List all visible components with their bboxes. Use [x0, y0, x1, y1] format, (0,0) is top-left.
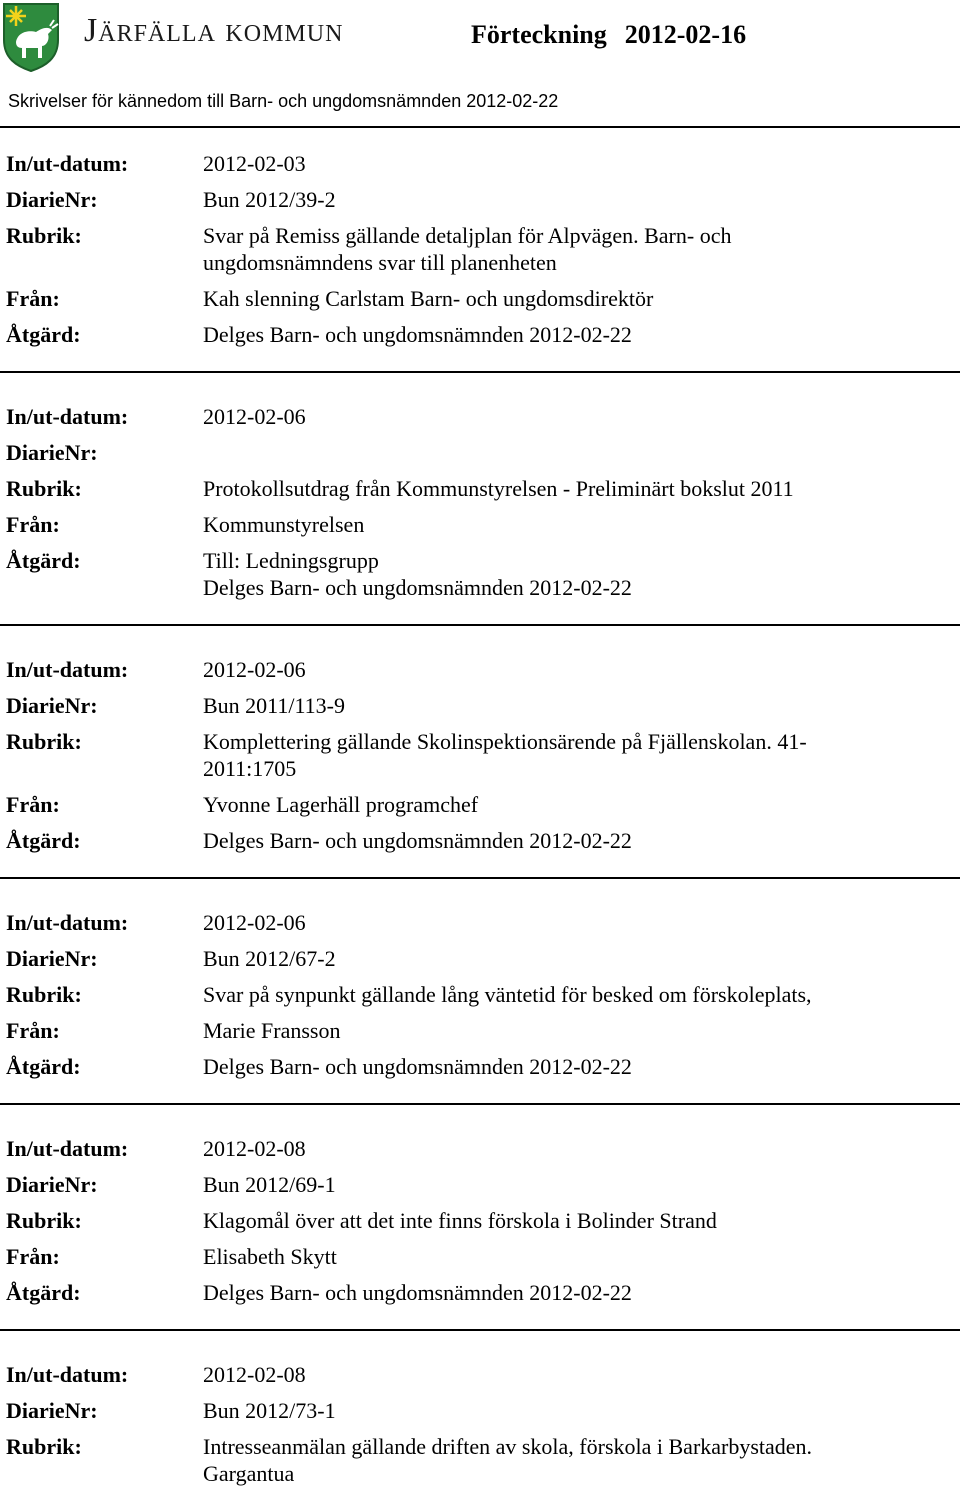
date-value: 2012-02-06 — [203, 404, 306, 429]
diarie-label: DiarieNr: — [6, 693, 98, 718]
rubrik-label: Rubrik: — [6, 1434, 82, 1459]
divider — [0, 126, 960, 128]
atgard-label: Åtgärd: — [6, 548, 81, 573]
rubrik-value — [203, 1207, 960, 1234]
rubrik-line: Gargantua — [203, 1461, 295, 1486]
diarie-label: DiarieNr: — [6, 1172, 98, 1197]
atgard-line: Delges Barn- och ungdomsnämnden 2012-02-22 — [203, 322, 632, 347]
rubrik-label: Rubrik: — [6, 729, 82, 754]
atgard-label: Åtgärd: — [6, 1280, 81, 1305]
diarie-row — [0, 1397, 960, 1424]
atgard-row — [0, 321, 960, 348]
rubrik-line: Svar på synpunkt gällande lång väntetid för besked om förskoleplats, — [203, 982, 812, 1007]
diarie-row — [0, 692, 960, 719]
atgard-label: Åtgärd: — [6, 1054, 81, 1079]
fran-value: Marie Fransson — [203, 1018, 341, 1043]
fran-row — [0, 791, 960, 818]
rubrik-value — [203, 475, 960, 502]
diarie-value: Bun 2012/69-1 — [203, 1172, 336, 1197]
atgard-value — [203, 827, 960, 854]
date-row — [0, 1135, 960, 1162]
jarfalla-coat-of-arms-icon — [2, 2, 60, 72]
rubrik-label: Rubrik: — [6, 476, 82, 501]
fran-value: Kommunstyrelsen — [203, 512, 365, 537]
rubrik-line: Klagomål över att det inte finns förskola i Bolinder Strand — [203, 1208, 717, 1233]
date-label: In/ut-datum: — [6, 910, 129, 935]
atgard-line: Delges Barn- och ungdomsnämnden 2012-02-22 — [203, 828, 632, 853]
diarie-row — [0, 1171, 960, 1198]
atgard-label: Åtgärd: — [6, 322, 81, 347]
document-date: 2012-02-16 — [624, 20, 747, 49]
list-item — [0, 1135, 960, 1331]
rubrik-line: 2011:1705 — [203, 756, 297, 781]
atgard-line: Delges Barn- och ungdomsnämnden 2012-02-22 — [203, 1280, 632, 1305]
date-row — [0, 150, 960, 177]
document-title — [471, 20, 746, 50]
rubrik-row — [0, 475, 960, 502]
diarie-value: Bun 2012/39-2 — [203, 187, 336, 212]
diarie-row — [0, 945, 960, 972]
atgard-row — [0, 547, 960, 601]
atgard-value — [203, 1053, 960, 1080]
rubrik-label: Rubrik: — [6, 1208, 82, 1233]
fran-row — [0, 511, 960, 538]
date-label: In/ut-datum: — [6, 404, 129, 429]
rubrik-line: ungdomsnämndens svar till planenheten — [203, 250, 557, 275]
date-label: In/ut-datum: — [6, 151, 129, 176]
rubrik-line: Komplettering gällande Skolinspektionsärende på Fjällenskolan. 41- — [203, 729, 807, 754]
entry-list — [0, 150, 960, 1510]
fran-label: Från: — [6, 1018, 60, 1043]
rubrik-value — [203, 728, 960, 782]
date-row — [0, 1361, 960, 1388]
diarie-row — [0, 439, 960, 466]
date-label: In/ut-datum: — [6, 657, 129, 682]
rubrik-row — [0, 1433, 960, 1487]
rubrik-row — [0, 222, 960, 276]
fran-label: Från: — [6, 792, 60, 817]
atgard-line: Delges Barn- och ungdomsnämnden 2012-02-22 — [203, 575, 632, 600]
date-label: In/ut-datum: — [6, 1136, 129, 1161]
date-row — [0, 403, 960, 430]
diarie-value — [203, 439, 960, 466]
page-header — [0, 0, 960, 80]
rubrik-row — [0, 981, 960, 1008]
org-name: Järfälla kommun — [84, 12, 344, 49]
document-type: Förteckning — [471, 20, 607, 49]
date-label: In/ut-datum: — [6, 1362, 129, 1387]
rubrik-line: Protokollsutdrag från Kommunstyrelsen - Preliminärt bokslut 2011 — [203, 476, 794, 501]
fran-label: Från: — [6, 512, 60, 537]
rubrik-label: Rubrik: — [6, 223, 82, 248]
atgard-value — [203, 321, 960, 348]
diarie-label: DiarieNr: — [6, 946, 98, 971]
rubrik-value — [203, 222, 960, 276]
date-row — [0, 656, 960, 683]
rubrik-line: Intresseanmälan gällande driften av skola, förskola i Barkarbystaden. — [203, 1434, 813, 1459]
list-item — [0, 1361, 960, 1510]
diarie-row — [0, 186, 960, 213]
date-value: 2012-02-03 — [203, 151, 306, 176]
list-item — [0, 150, 960, 373]
fran-value: Yvonne Lagerhäll programchef — [203, 792, 479, 817]
date-value: 2012-02-08 — [203, 1136, 306, 1161]
atgard-row — [0, 827, 960, 854]
rubrik-row — [0, 728, 960, 782]
rubrik-value — [203, 981, 960, 1008]
list-item — [0, 403, 960, 626]
diarie-label: DiarieNr: — [6, 187, 98, 212]
atgard-label: Åtgärd: — [6, 828, 81, 853]
date-value: 2012-02-06 — [203, 910, 306, 935]
atgard-row — [0, 1053, 960, 1080]
fran-row — [0, 285, 960, 312]
atgard-line: Delges Barn- och ungdomsnämnden 2012-02-22 — [203, 1054, 632, 1079]
fran-row — [0, 1017, 960, 1044]
fran-label: Från: — [6, 1244, 60, 1269]
rubrik-value — [203, 1433, 960, 1487]
fran-row — [0, 1243, 960, 1270]
rubrik-line: Svar på Remiss gällande detaljplan för Alpvägen. Barn- och — [203, 223, 732, 248]
diarie-value: Bun 2012/67-2 — [203, 946, 336, 971]
date-value: 2012-02-06 — [203, 657, 306, 682]
list-item — [0, 909, 960, 1105]
page-subtitle: Skrivelser för kännedom till Barn- och ungdomsnämnden 2012-02-22 — [8, 91, 559, 111]
date-value: 2012-02-08 — [203, 1362, 306, 1387]
rubrik-row — [0, 1207, 960, 1234]
diarie-label: DiarieNr: — [6, 1398, 98, 1423]
rubrik-label: Rubrik: — [6, 982, 82, 1007]
diarie-value: Bun 2012/73-1 — [203, 1398, 336, 1423]
list-item — [0, 656, 960, 879]
atgard-line: Till: Ledningsgrupp — [203, 548, 379, 573]
atgard-value — [203, 1279, 960, 1306]
atgard-row — [0, 1279, 960, 1306]
atgard-value — [203, 547, 960, 601]
diarie-label: DiarieNr: — [6, 440, 98, 465]
fran-value: Kah slenning Carlstam Barn- och ungdomsdirektör — [203, 286, 654, 311]
fran-label: Från: — [6, 286, 60, 311]
fran-value: Elisabeth Skytt — [203, 1244, 337, 1269]
date-row — [0, 909, 960, 936]
diarie-value: Bun 2011/113-9 — [203, 693, 345, 718]
